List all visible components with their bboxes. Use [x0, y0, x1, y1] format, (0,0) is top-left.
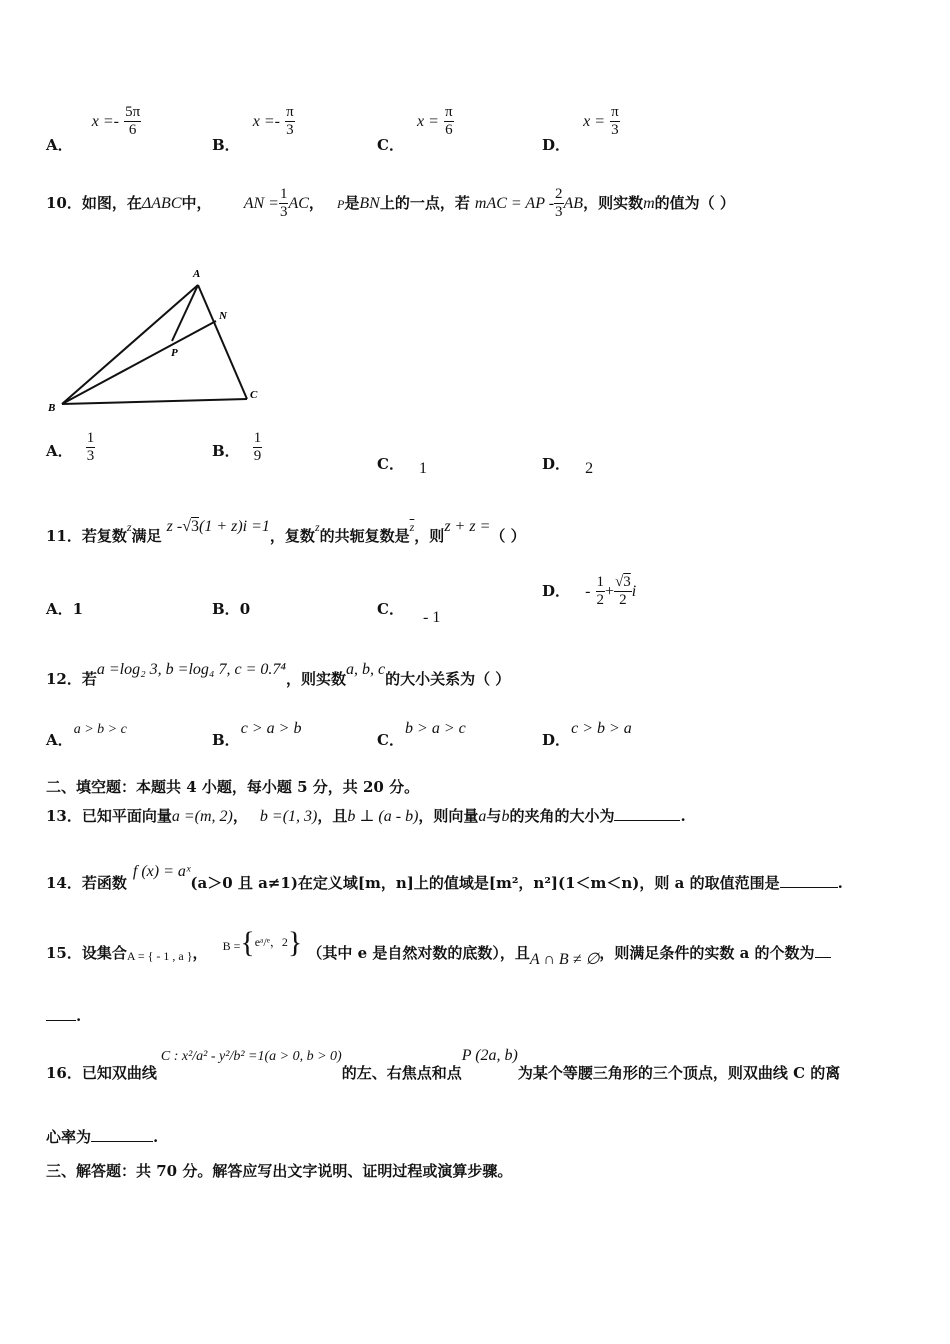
- answer-blank: [815, 943, 831, 958]
- option-letter: C．: [377, 136, 404, 154]
- option-fraction: $\frac{1}{9}$: [253, 430, 262, 464]
- option-fraction: $\frac{\pi}{3}$: [611, 104, 619, 138]
- option-letter: D．: [542, 136, 571, 154]
- q12-option-a: A． a > b > c: [46, 722, 127, 749]
- q16-stem: 16．已知双曲线C : x²/a² - y²/b² =1(a > 0, b > 0)的左、右焦点和点P (2a, b)为某个等腰三角形的三个顶点，则双曲线 C 的离: [46, 1047, 841, 1082]
- eq-fraction: $\frac{2}{3}$: [555, 186, 563, 220]
- option-fraction: $\frac{\pi}{3}$: [286, 104, 294, 138]
- label-n: N: [219, 310, 227, 322]
- option-fraction: $\frac{5\pi}{6}$: [125, 104, 141, 138]
- q11-stem: 11．若复数z满足 z -√3(1 + z)i =1，复数z的共轭复数是$\overline{z}$，则z + z =（ ）: [46, 518, 526, 545]
- label-a: A: [193, 268, 201, 280]
- an-fraction: $\frac{1}{3}$: [279, 186, 288, 220]
- q12-stem: 12．若a =log₂ 3, b =log₄ 7, c = 0.7⁴，则实数a, b, c的大小关系为（ ）: [46, 661, 511, 688]
- option-lhs: x =: [583, 113, 606, 130]
- q9-option-c: [377, 104, 454, 154]
- answer-blank: [91, 1127, 153, 1142]
- q10-option-a: A． $\frac{1}{3}$: [46, 430, 95, 464]
- option-fraction: $\frac{1}{2}$: [596, 574, 605, 608]
- q15-blank-continued: .: [46, 1006, 81, 1025]
- q10-option-b: B． $\frac{1}{9}$: [212, 430, 262, 464]
- q16-line-2: 心率为 .: [46, 1128, 159, 1146]
- option-letter: A．: [46, 136, 73, 154]
- segment-bn: [62, 321, 216, 404]
- edge-bc: [62, 399, 247, 404]
- q9-option-b: [212, 104, 295, 154]
- q12-option-b: B． c > a > b: [212, 720, 302, 749]
- q11-option-c: C． - 1: [377, 600, 441, 626]
- option-fraction: $\frac{√3}{2}$: [615, 574, 631, 608]
- option-fraction: $\frac{1}{3}$: [86, 430, 95, 464]
- q15-stem: 15．设集合$_{A = \{ - 1 , a \}}$， $_{B =}${eᵃ/ᵉ，2} （其中 e 是自然对数的底数），且A ∩ B ≠ ∅，则满足条件的实数 a 的个数为: [46, 920, 831, 954]
- q9-option-a: [46, 104, 141, 154]
- label-b: B: [48, 402, 56, 414]
- q11-option-a: A．1: [46, 600, 84, 618]
- section-2-heading: 二、填空题：本题共 4 小题，每小题 5 分，共 20 分。: [46, 778, 420, 796]
- q12-option-d: D． c > b > a: [542, 720, 632, 749]
- option-lhs: x =-: [252, 113, 281, 130]
- answer-blank: [46, 1006, 76, 1021]
- q10-option-d: D． 2: [542, 455, 594, 477]
- option-lhs: x =: [417, 113, 439, 130]
- label-p: P: [171, 347, 178, 359]
- edge-ab: [62, 285, 198, 404]
- edge-ac: [198, 285, 247, 399]
- q11-option-d: D． - $\frac{1}{2}$ + $\frac{√3}{2}$ i: [542, 574, 637, 608]
- option-lhs: x =-: [91, 113, 119, 130]
- answer-blank: [614, 806, 680, 821]
- triangle-figure: [40, 265, 270, 425]
- option-fraction: $\frac{\pi}{6}$: [445, 104, 453, 138]
- q10-option-c: C． 1: [377, 455, 428, 477]
- q10-stem: 10．如图，在ΔABC中， AN = $\frac{1}{3}$ AC， P是BN上的一点，若 mAC = AP - $\frac{2}{3}$ AB，则实数m的值为（ ）: [46, 186, 735, 220]
- q11-option-b: B．0: [212, 600, 251, 618]
- section-3-heading: 三、解答题：共 70 分。解答应写出文字说明、证明过程或演算步骤。: [46, 1162, 513, 1180]
- q9-option-d: [542, 104, 620, 154]
- q14-stem: 14．若函数f (x) = aˣ(a＞0 且 a≠1)在定义域[m，n]上的值域是[m²，n²](1＜m＜n)，则 a 的取值范围是 .: [46, 863, 843, 892]
- q12-option-c: C． b > a > c: [377, 720, 466, 749]
- q13-stem: 13．已知平面向量a =(m, 2)， b =(1, 3)，且b ⊥ (a - b)，则向量a与b的夹角的大小为 .: [46, 807, 686, 825]
- label-c: C: [250, 389, 258, 401]
- option-letter: B．: [212, 136, 240, 154]
- answer-blank: [780, 873, 838, 888]
